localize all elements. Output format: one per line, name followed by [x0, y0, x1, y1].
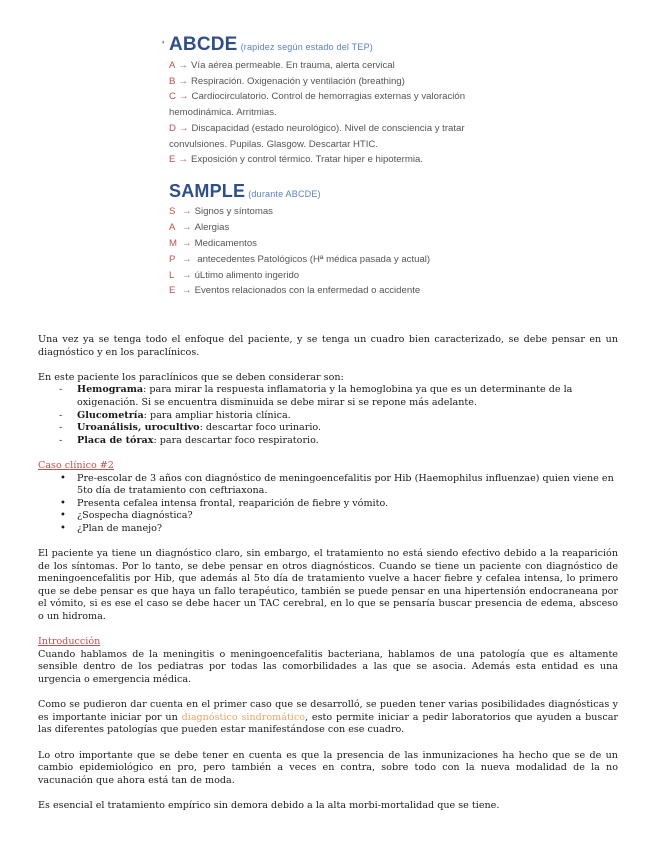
sample-list — [169, 204, 490, 299]
lab-item — [59, 435, 618, 448]
paragraph-empiric: Es esencial el tratamiento empírico sin demora debido a la alta morbi-mortalidad que se tiene. — [38, 799, 500, 811]
sample-item — [169, 236, 490, 252]
paragraph-syndromic: Como se pudieron dar cuenta en el primer caso que se desarrolló, se pueden tener varias posibilidades diagnósticas y es importante iniciar por un diagnóstico sindromático, esto permite iniciar a pedir laboratorios que ayuden a buscar las diferentes patologías que pueden estar manifestándose con ese cuadro. — [38, 699, 619, 736]
syndromic-highlight: diagnóstico sindromático — [181, 711, 306, 723]
lab-item-name: Uroanálisis, urocultivo — [77, 422, 200, 434]
abcde-item — [169, 121, 490, 137]
arrow-right-icon: → — [182, 205, 192, 217]
sample-item-text: Eventos relacionados con la enfermedad o accidente — [194, 285, 421, 297]
paragraph-diagnosis: Una vez ya se tenga todo el enfoque del paciente, y se tenga un cuadro bien caracterizado, se debe pensar en un diagnóstico y en los paraclínicos. — [38, 334, 618, 358]
abcde-item-text: Exposición y control térmico. Tratar hiper e hipotermia. — [191, 154, 423, 166]
lab-item-desc: : descartar foco urinario. — [199, 422, 322, 434]
sample-item-key: E — [169, 285, 176, 297]
sample-item-text: Medicamentos — [194, 237, 257, 249]
lab-item — [59, 410, 618, 423]
labs-list — [38, 384, 618, 447]
lab-item-desc: : para descartar foco respiratorio. — [153, 434, 319, 446]
sample-item-text: Alergias — [194, 221, 230, 233]
abcde-title: ABCDE (rapidez según estado del TEP) — [169, 34, 373, 55]
sample-subtitle: (durante ABCDE) — [248, 188, 321, 199]
abcde-section — [160, 34, 490, 56]
sample-item-text: antecedentes Patológicos (Hª médica pasada y actual) — [194, 253, 431, 265]
abcde-item — [169, 58, 490, 74]
lab-item-desc: : para mirar la respuesta inflamatoria y la hemoglobina ya que es un determinante de la oxigenación. Si se encuentra disminuida se debe mirar si se repone más adelante. — [77, 384, 573, 408]
intro-heading: Introducción — [38, 636, 101, 648]
abcde-item-key: C — [169, 91, 176, 103]
case-list — [38, 473, 618, 536]
case-item: • ¿Plan de manejo? — [60, 523, 618, 536]
sample-item — [169, 220, 490, 236]
arrow-right-icon: → — [178, 91, 189, 103]
abcde-item-key: B — [169, 75, 176, 87]
arrow-right-icon: → — [178, 122, 189, 134]
abcde-item — [169, 137, 490, 153]
arrow-right-icon: → — [182, 253, 192, 265]
case-item: • Presenta cefalea intensa frontal, reaparición de fiebre y vómito. — [60, 498, 618, 511]
sample-item-text: Signos y síntomas — [194, 205, 273, 217]
paragraph-intro: Cuando hablamos de la meningitis o meningoencefalitis bacteriana, hablamos de una patología que es altamente sensible dentro de los pediatras por todas las comorbilidades a las que se asocia. Además esta entidad es una urgencia o emergencia médica. — [38, 648, 618, 686]
sample-title: SAMPLE (durante ABCDE) — [169, 180, 321, 201]
arrow-right-icon: → — [178, 154, 188, 166]
lab-item-name: Placa de tórax — [77, 434, 154, 446]
arrow-right-icon: → — [182, 237, 192, 249]
sample-item-key: M — [169, 237, 177, 249]
lab-item-name: Hemograma — [77, 384, 144, 396]
paragraph-immunization: Lo otro importante que se debe tener en cuenta es que la presencia de las inmunizaciones ha hecho que se de un cambio epidemiológico en pro, pero también a veces en contra, sobre todo con la nueva modalidad de la no vacunación que ahora está tan de moda. — [38, 749, 618, 786]
abcde-item — [169, 89, 490, 105]
abcde-sample-figure — [160, 34, 490, 299]
abcde-item-key: E — [169, 154, 176, 166]
case-item: • ¿Sospecha diagnóstica? — [60, 510, 618, 523]
lab-item-name: Glucometría — [77, 409, 144, 421]
abcde-item-text: Discapacidad (estado neurológico). Nivel de consciencia y tratar — [191, 122, 465, 134]
abcde-item-text: Respiración. Oxigenación y ventilación (breathing) — [191, 75, 405, 87]
abcde-subtitle: (rapidez según estado del TEP) — [240, 42, 373, 52]
abcde-item — [169, 74, 490, 90]
sample-item-text: úLtimo alimento ingerido — [194, 269, 300, 281]
sample-item — [169, 268, 490, 284]
case-heading[interactable]: Caso clínico #2 — [38, 459, 114, 471]
lab-item — [59, 422, 618, 435]
sample-item-key: P — [169, 253, 176, 265]
abcde-item-text: Vía aérea permeable. En trauma, alerta cervical — [191, 60, 395, 71]
sample-item — [169, 204, 490, 220]
abcde-item-text: hemodinámica. Arritmias. — [169, 107, 277, 119]
lab-item-desc: : para ampliar historia clínica. — [143, 409, 291, 421]
figure-mark: ʹ — [162, 38, 165, 52]
abcde-item-text: Cardiocirculatorio. Control de hemorragias externas y valoración — [191, 91, 466, 103]
abcde-item-text: convulsiones. Pupilas. Glasgow. Descartar HTIC. — [169, 138, 379, 150]
abcde-item — [169, 152, 490, 168]
abcde-list — [169, 58, 490, 168]
document-body — [38, 334, 618, 813]
sample-section — [160, 181, 490, 202]
abcde-item-key: A — [169, 60, 176, 71]
arrow-right-icon: → — [182, 269, 192, 281]
arrow-right-icon: → — [182, 285, 192, 297]
paragraph-paraclinics: En este paciente los paraclínicos que se deben considerar son: — [38, 371, 344, 383]
arrow-right-icon: → — [178, 60, 188, 71]
arrow-right-icon: → — [178, 75, 188, 87]
paragraph-case-analysis: El paciente ya tiene un diagnóstico claro, sin embargo, el tratamiento no está siendo efectivo debido a la reaparición de los síntomas. Por lo tanto, se debe pensar en otros diagnósticos. Cuando se tiene un paciente con diagnóstico de meningoencefalitis por Hib, que además al 5to día de tratamiento vuelve a hacer fiebre y cefalea intensa, lo primero que se debe pensar es que haya un fallo terapéutico, también se puede pensar en una hipertensión endocraneana por el vómito, si es ese el caso se debe hacer un TAC cerebral, en lo que se pensaría buscar presencia de edema, absceso o un hidroma. — [38, 548, 618, 623]
sample-item-key: A — [169, 221, 176, 233]
abcde-item — [169, 105, 490, 121]
abcde-item-key: D — [169, 122, 176, 134]
arrow-right-icon: → — [182, 221, 192, 233]
case-item: • Pre-escolar de 3 años con diagnóstico de meningoencefalitis por Hib (Haemophilus influenzae) quien viene en 5to día de tratamiento con ceftriaxona. — [60, 473, 618, 498]
sample-item-key: S — [169, 205, 176, 217]
lab-item — [59, 384, 618, 409]
sample-item — [169, 283, 490, 299]
sample-item — [169, 252, 490, 268]
sample-item-key: L — [169, 269, 175, 281]
